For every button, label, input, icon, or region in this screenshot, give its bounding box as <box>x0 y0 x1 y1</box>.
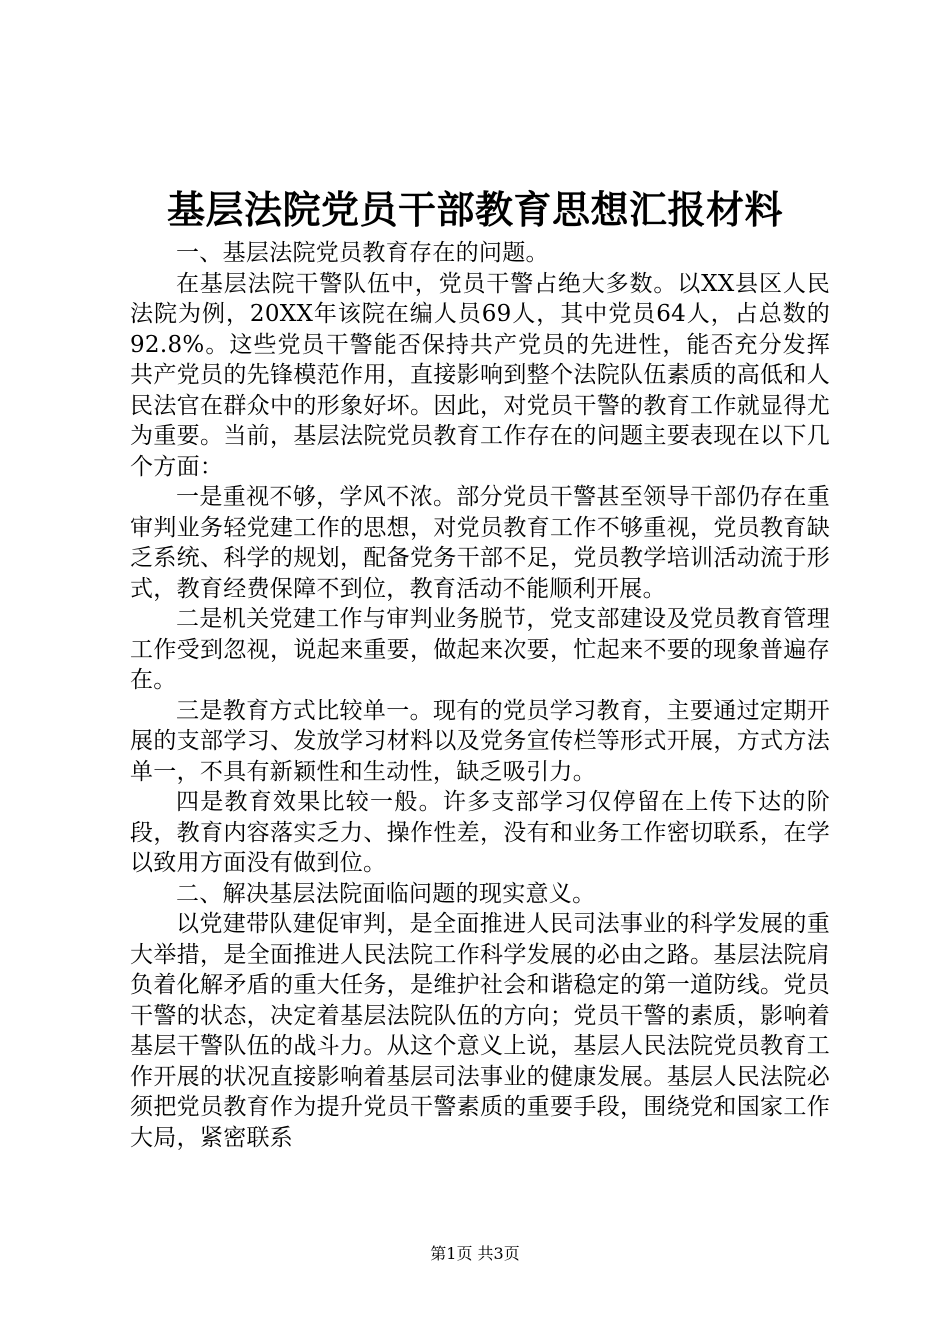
paragraph: 三是教育方式比较单一。现有的党员学习教育，主要通过定期开展的支部学习、发放学习材料以及党务宣传栏等形式开展，方式方法单一，不具有新颖性和生动性，缺乏吸引力。 <box>130 697 830 785</box>
paragraph: 以党建带队建促审判，是全面推进人民司法事业的科学发展的重大举措，是全面推进人民法院工作科学发展的必由之路。基层法院肩负着化解矛盾的重大任务，是维护社会和谐稳定的第一道防线。党员干警的状态，决定着基层法院队伍的方向；党员干警的素质，影响着基层干警队伍的战斗力。从这个意义上说，基层人民法院党员教育工作开展的状况直接影响着基层司法事业的健康发展。基层人民法院必须把党员教育作为提升党员干警素质的重要手段，围绕党和国家工作大局，紧密联系 <box>130 911 830 1151</box>
paragraph: 在基层法院干警队伍中，党员干警占绝大多数。以XX县区人民法院为例，20XX年该院在编人员69人，其中党员64人，占总数的92.8%。这些党员干警能否保持共产党员的先进性，能否充分发挥共产党员的先锋模范作用，直接影响到整个法院队伍素质的高低和人民法官在群众中的形象好坏。因此，对党员干警的教育工作就显得尤为重要。当前，基层法院党员教育工作存在的问题主要表现在以下几个方面： <box>130 270 830 480</box>
paragraph: 二、解决基层法院面临问题的现实意义。 <box>176 880 596 907</box>
paragraph: 一是重视不够，学风不浓。部分党员干警甚至领导干部仍存在重审判业务轻党建工作的思想，对党员教育工作不够重视，党员教育缺乏系统、科学的规划，配备党务干部不足，党员教学培训活动流于形式，教育经费保障不到位，教育活动不能顺利开展。 <box>130 484 830 602</box>
page-footer: 第1页 共3页 <box>430 1244 520 1263</box>
paragraph: 四是教育效果比较一般。许多支部学习仅停留在上传下达的阶段，教育内容落实乏力、操作性差，没有和业务工作密切联系，在学以致用方面没有做到位。 <box>130 789 830 876</box>
document-title: 基层法院党员干部教育思想汇报材料 <box>166 187 783 232</box>
paragraph: 一、基层法院党员教育存在的问题。 <box>176 240 549 266</box>
document-body <box>130 238 830 1153</box>
paragraph: 二是机关党建工作与审判业务脱节，党支部建设及党员教育管理工作受到忽视，说起来重要，做起来次要，忙起来不要的现象普遍存在。 <box>130 606 830 693</box>
